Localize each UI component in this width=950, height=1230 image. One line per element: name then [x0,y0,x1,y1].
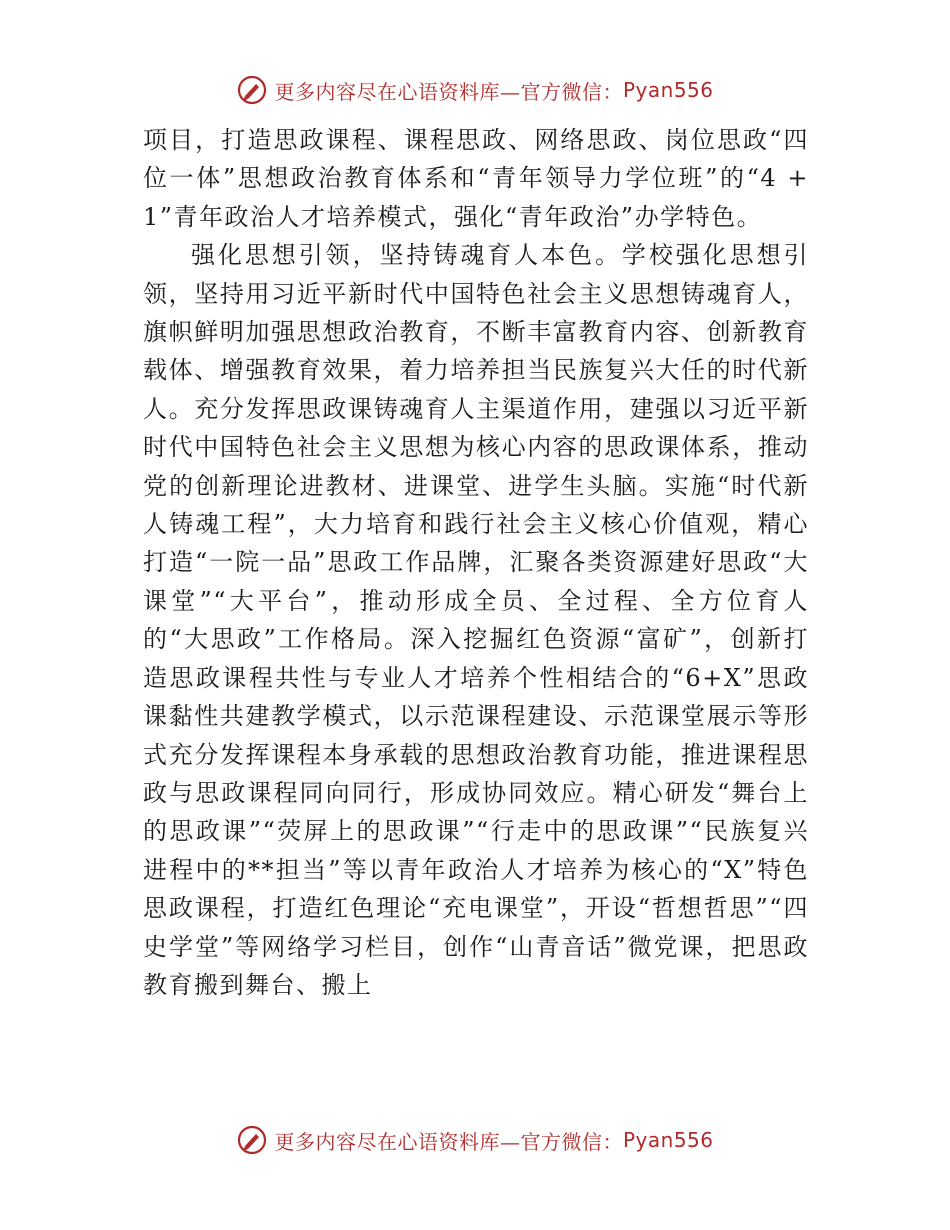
watermark-header [0,74,950,106]
watermark-text: 更多内容尽在心语资料库— [274,79,521,104]
watermark-label: 官方微信： [520,79,623,104]
watermark-footer [0,1124,950,1156]
watermark-id: Pyan556 [622,1128,714,1152]
pen-logo-icon [236,74,268,106]
watermark-id: Pyan556 [622,78,714,102]
document-body [143,121,809,1004]
pen-logo-icon [236,1124,268,1156]
paragraph-thought-leadership: 强化思想引领，坚持铸魂育人本色。学校强化思想引领，坚持用习近平新时代中国特色社会主义思想铸魂育人，旗帜鲜明加强思想政治教育，不断丰富教育内容、创新教育载体、增强教育效果，着力培养担当民族复兴大任的时代新人。充分发挥思政课铸魂育人主渠道作用，建强以习近平新时代中国特色社会主义思想为核心内容的思政课体系，推动党的创新理论进教材、进课堂、进学生头脑。实施“时代新人铸魂工程”，大力培育和践行社会主义核心价值观，精心打造“一院一品”思政工作品牌，汇聚各类资源建好思政“大课堂”“大平台”，推动形成全员、全过程、全方位育人的“大思政”工作格局。深入挖掘红色资源“富矿”，创新打造思政课程共性与专业人才培养个性相结合的“6+X”思政课黏性共建教学模式，以示范课程建设、示范课堂展示等形式充分发挥课程本身承载的思想政治教育功能，推进课程思政与思政课程同向同行，形成协同效应。精心研发“舞台上的思政课”“荧屏上的思政课”“行走中的思政课”“民族复兴进程中的**担当”等以青年政治人才培养为核心的“X”特色思政课程，打造红色理论“充电课堂”，开设“哲想哲思”“四史学堂”等网络学习栏目，创作“山青音话”微党课，把思政教育搬到舞台、搬上 [143,241,809,999]
watermark-label: 官方微信： [520,1129,623,1154]
paragraph-continued: 项目，打造思政课程、课程思政、网络思政、岗位思政“四位一体”思想政治教育体系和“青年领导力学位班”的“4 + 1”青年政治人才培养模式，强化“青年政治”办学特色。 [143,126,809,231]
watermark-text: 更多内容尽在心语资料库— [274,1129,521,1154]
